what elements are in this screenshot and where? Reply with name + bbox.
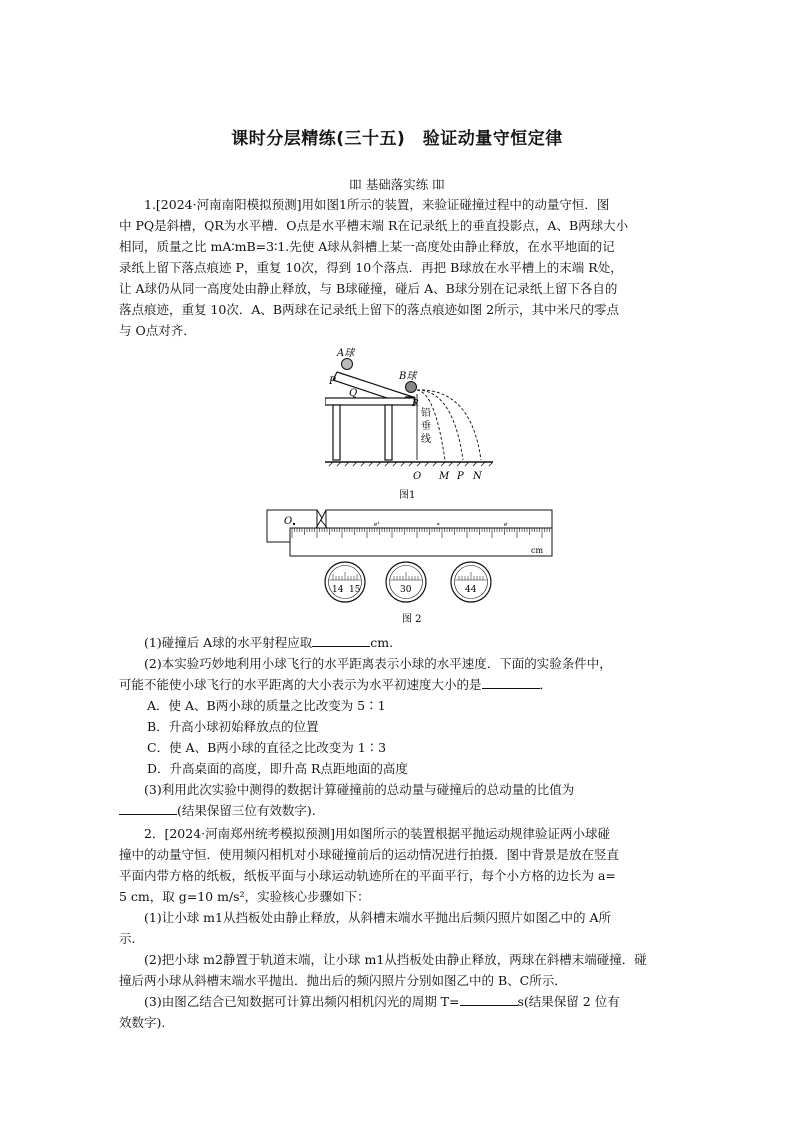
q1-line: 录纸上留下落点痕迹 P，重复 10次，得到 10个落点．再把 B球放在水平槽上的末端 R处， [119, 260, 623, 275]
figure-1-apparatus [325, 342, 495, 502]
q1-line: 让 A球仍从同一高度处由静止释放，与 B球碰撞，碰后 A、B球分别在记录纸上留下各自的 [119, 281, 618, 296]
answer-blank-2[interactable] [482, 676, 540, 689]
q2-step3: (3)由图乙结合已知数据可计算出频闪相机闪光的周期 T= [144, 994, 460, 1009]
answer-blank-1[interactable] [312, 634, 370, 647]
dial-3-label: 44 [465, 585, 477, 595]
dial-1-label-b: 15 [349, 585, 361, 595]
q1-line: 落点痕迹，重复 10次．A、B两球在记录纸上留下的落点痕迹如图 2所示，其中米尺的零点 [119, 302, 620, 317]
label-n: N [473, 471, 482, 482]
svg-text:∗: ∗ [436, 521, 441, 528]
label-plumb-1: 铅 [421, 408, 431, 419]
label-r: R [412, 399, 419, 409]
q2-line: 撞中的动量守恒．使用频闪相机对小球碰撞前后的运动情况进行拍摄．图中背景是放在竖直 [119, 847, 620, 862]
q1-line: 1.[2024·河南南阳模拟预测]用如图1所示的装置，来验证碰撞过程中的动量守恒．图 [144, 197, 610, 212]
part1-text: (1)碰撞后 A球的水平射程应取 [144, 635, 313, 650]
svg-text:ℯ¹: ℯ¹ [374, 521, 380, 528]
label-plumb-2: 垂 [421, 421, 431, 432]
part2-line: (2)本实验巧妙地利用小球飞行的水平距离表示小球的水平速度．下面的实验条件中， [144, 656, 612, 671]
ball-b [406, 382, 417, 393]
ruler-unit: cm [531, 546, 544, 555]
label-q: Q [349, 388, 358, 399]
part3-line: (结果保留三位有效数字). [177, 803, 316, 818]
part2-line: 可能不能使小球飞行的水平距离的大小表示为水平初速度大小的是 [119, 677, 482, 692]
part1-unit: cm. [370, 635, 394, 650]
svg-text:ℯ: ℯ [504, 521, 508, 528]
label-ball-b: B球 [399, 371, 417, 382]
q2-step1: (1)让小球 m1从挡板处由静止释放，从斜槽末端水平抛出后频闪照片如图乙中的 A所 [144, 910, 611, 925]
label-p: P [329, 376, 336, 387]
q2-step3: s(结果保留 2 位有 [517, 994, 620, 1009]
label-ball-a: A球 [337, 348, 355, 359]
q1-parts: (1)碰撞后 A球的水平射程应取 cm. (2)本实验巧妙地利用小球飞行的水平距离表示小球的水平速度．下面的实验条件中， 可能不能使小球飞行的水平距离的大小表示为水平初速度大小的是 ． A．使 A、B两小球的质量之比改变为 5∶1 B．升高小球初始释放点的位置 C．使 A、B两小球的直径之比改变为 1∶3 D．升高桌面的高度，即升高 R点距地面的高度 (3)利用此次实验中测得的数据计算碰撞前的总动量与碰撞后的总动量的比值为 (结果保留三位有效数字). [119, 632, 679, 821]
dial-3 [451, 562, 491, 602]
dial-2 [386, 562, 426, 602]
q2-line: 2．[2024·河南郑州统考模拟预测]用如图所示的装置根据平抛运动规律验证两小球碰 [144, 826, 610, 841]
dial-1 [325, 562, 365, 602]
dial-2-label: 30 [400, 585, 412, 595]
figure-2-ruler [266, 508, 556, 626]
label-point-p: P [457, 471, 464, 482]
part3-line: (3)利用此次实验中测得的数据计算碰撞前的总动量与碰撞后的总动量的比值为 [144, 782, 575, 797]
q2-line: 5 cm，取 g=10 m/s²，实验核心步骤如下： [119, 889, 370, 904]
q1-line: 与 O点对齐． [119, 323, 196, 338]
section-heading: 吅 基础落实练 吅 [349, 177, 445, 192]
ball-a [342, 359, 353, 370]
label-o: O [413, 471, 422, 482]
q2-step2: (2)把小球 m2静置于轨道末端，让小球 m1从挡板处由静止释放，两球在斜槽末端碰撞．碰 [144, 952, 647, 967]
q2 [119, 823, 679, 1033]
label-m: M [439, 471, 450, 482]
q2-line: 平面内带方格的纸板，纸板平面与小球运动轨迹所在的平面平行，每个小方格的边长为 a= [119, 868, 616, 883]
option-d: D．升高桌面的高度，即升高 R点距地面的高度 [147, 761, 408, 776]
fig2-caption: 图 2 [402, 614, 422, 625]
page-title: 课时分层精练(三十五) 验证动量守恒定律 [231, 129, 563, 149]
q2-step2: 撞后两小球从斜槽末端水平抛出．抛出后的频闪照片分别如图乙中的 B、C所示． [119, 973, 567, 988]
q1-line: 相同，质量之比 mA∶mB=3∶1.先使 A球从斜槽上某一高度处由静止释放，在水平地面的记 [119, 239, 615, 254]
ruler-origin-label: O [284, 516, 293, 527]
label-plumb-3: 线 [421, 434, 431, 445]
q1-line: 中 PQ是斜槽，QR为水平槽．O点是水平槽末端 R在记录纸上的垂直投影点，A、B两球大小 [119, 218, 629, 233]
answer-blank-4[interactable] [460, 993, 518, 1006]
dial-1-label-a: 14 [332, 585, 344, 595]
fig1-caption: 图1 [399, 490, 416, 501]
option-a: A．使 A、B两小球的质量之比改变为 5∶1 [147, 698, 386, 713]
option-c: C．使 A、B两小球的直径之比改变为 1∶3 [147, 740, 387, 755]
q2-step3: 效数字). [119, 1015, 166, 1030]
q1-stem [119, 194, 679, 341]
option-b: B．升高小球初始释放点的位置 [147, 719, 319, 734]
answer-blank-3[interactable] [119, 802, 177, 815]
q2-step1: 示. [119, 931, 136, 946]
